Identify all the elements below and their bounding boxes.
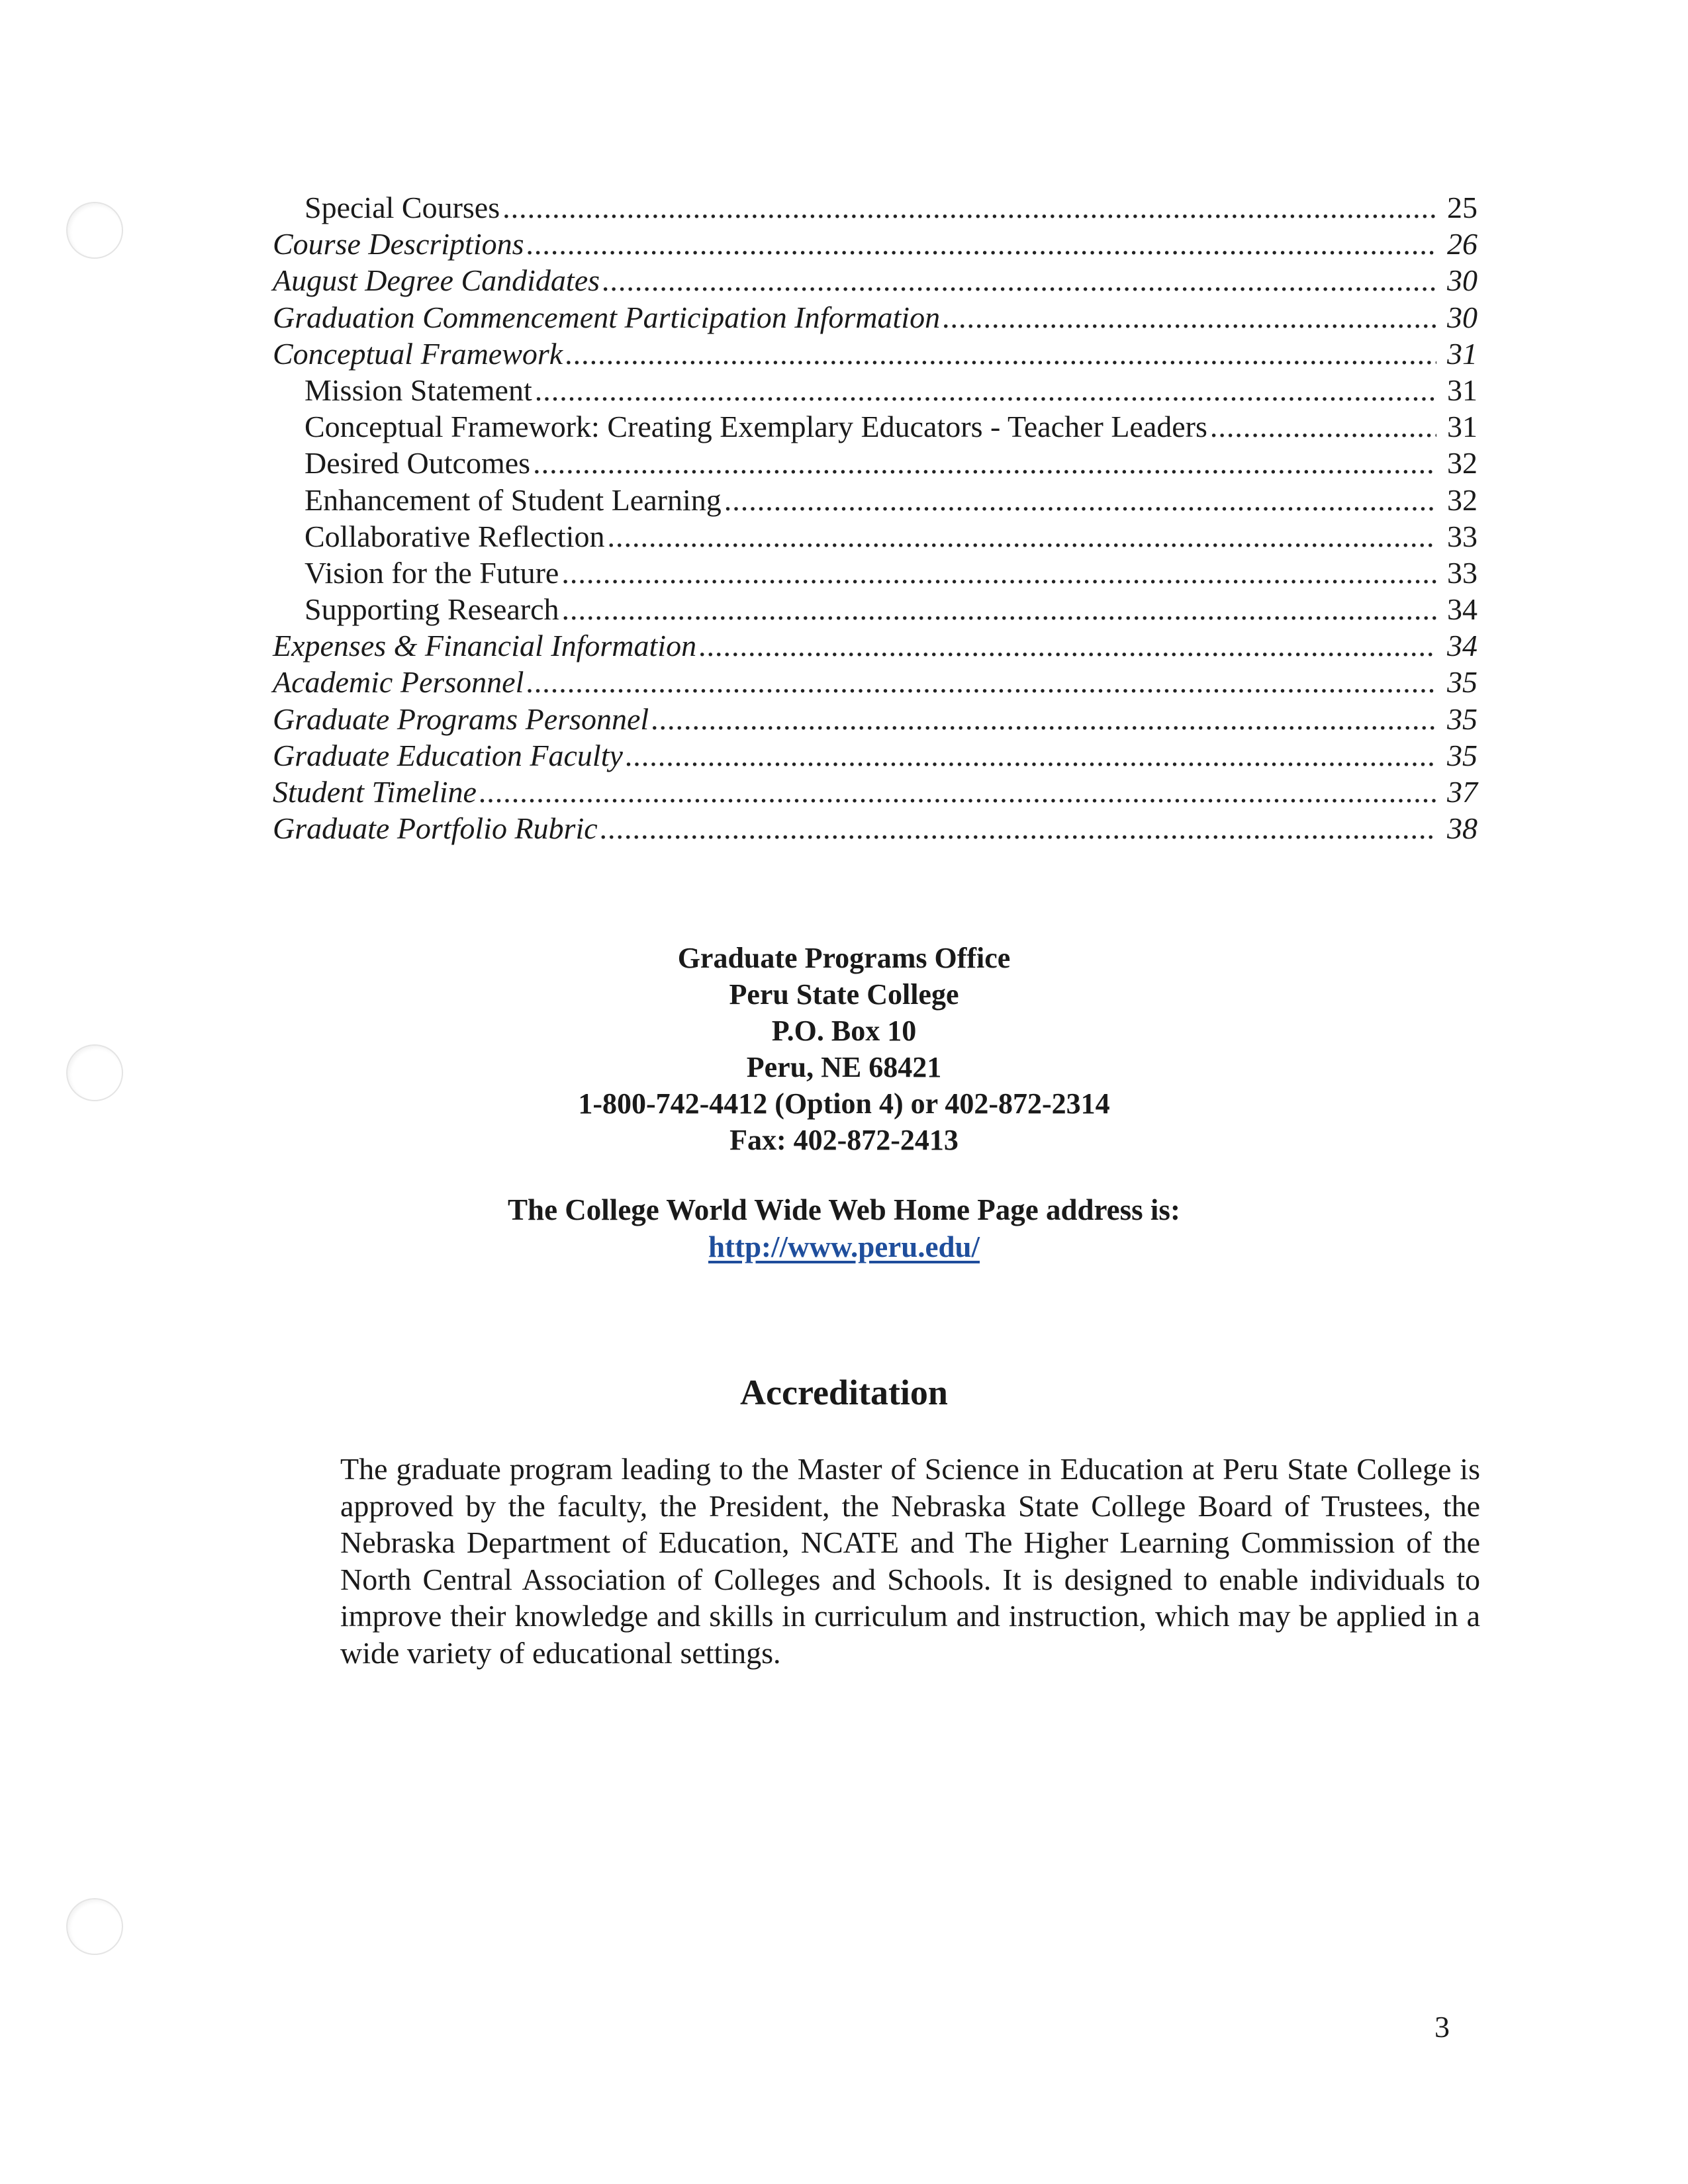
toc-leader xyxy=(600,810,1436,846)
toc-entry[interactable] xyxy=(273,518,1477,555)
toc-entry[interactable] xyxy=(273,408,1477,445)
toc-entry[interactable] xyxy=(273,591,1477,627)
toc-leader xyxy=(651,701,1436,737)
toc-entry-title: Student Timeline xyxy=(273,775,477,809)
web-address-label: The College World Wide Web Home Page address is: xyxy=(508,1193,1180,1226)
college-name: Peru State College xyxy=(729,978,959,1011)
toc-entry-title: August Degree Candidates xyxy=(273,263,600,298)
toc-leader xyxy=(533,445,1436,481)
toc-entry[interactable] xyxy=(273,336,1477,372)
fax-number: Fax: 402-872-2413 xyxy=(729,1124,959,1156)
toc-entry-page: 32 xyxy=(1447,482,1477,517)
toc-entry[interactable] xyxy=(273,299,1477,336)
toc-entry-title: Mission Statement xyxy=(305,373,532,407)
toc-leader xyxy=(943,299,1436,336)
toc-leader xyxy=(502,189,1436,226)
toc-entry-title: Graduate Education Faculty xyxy=(273,738,623,772)
page-number: 3 xyxy=(1434,2010,1450,2044)
toc-entry-page: 35 xyxy=(1447,738,1477,772)
toc-entry-page: 32 xyxy=(1447,446,1477,480)
toc-entry-page: 26 xyxy=(1447,227,1477,261)
toc-entry[interactable] xyxy=(273,701,1477,737)
toc-entry-title: Vision for the Future xyxy=(305,555,559,590)
toc-leader xyxy=(607,518,1436,555)
toc-entry[interactable] xyxy=(273,810,1477,846)
toc-leader xyxy=(724,482,1436,518)
city-state-zip: Peru, NE 68421 xyxy=(746,1051,942,1083)
toc-entry[interactable] xyxy=(273,189,1477,226)
table-of-contents xyxy=(273,189,1477,846)
toc-entry[interactable] xyxy=(273,482,1477,518)
toc-leader xyxy=(565,336,1436,372)
toc-leader xyxy=(699,627,1436,664)
toc-entry[interactable] xyxy=(273,664,1477,700)
toc-entry-page: 38 xyxy=(1447,811,1477,846)
toc-entry-title: Graduate Portfolio Rubric xyxy=(273,811,598,846)
toc-leader xyxy=(562,591,1436,627)
toc-entry-page: 35 xyxy=(1447,702,1477,736)
toc-entry-page: 31 xyxy=(1447,373,1477,407)
toc-entry-title: Conceptual Framework: Creating Exemplary Educators - Teacher Leaders xyxy=(305,410,1207,444)
toc-entry-page: 35 xyxy=(1447,665,1477,700)
toc-entry-title: Graduate Programs Personnel xyxy=(273,702,649,736)
office-name: Graduate Programs Office xyxy=(677,942,1011,974)
toc-entry-page: 33 xyxy=(1447,555,1477,590)
toc-entry-page: 34 xyxy=(1447,592,1477,627)
contact-block xyxy=(0,940,1688,1158)
toc-entry-title: Course Descriptions xyxy=(273,227,524,261)
toc-entry[interactable] xyxy=(273,555,1477,591)
toc-entry-page: 37 xyxy=(1447,775,1477,809)
binder-hole xyxy=(66,202,123,259)
toc-leader xyxy=(626,737,1436,774)
toc-leader xyxy=(535,372,1436,408)
web-address-block xyxy=(0,1191,1688,1265)
college-website-link[interactable]: http://www.peru.edu/ xyxy=(708,1230,980,1263)
toc-entry-title: Conceptual Framework xyxy=(273,336,563,371)
toc-leader xyxy=(1210,408,1436,445)
toc-leader xyxy=(526,664,1436,700)
toc-entry-page: 34 xyxy=(1447,629,1477,663)
toc-entry-page: 30 xyxy=(1447,263,1477,298)
toc-entry-page: 25 xyxy=(1447,191,1477,224)
toc-entry-page: 33 xyxy=(1447,519,1477,553)
toc-entry-title: Special Courses xyxy=(305,191,500,224)
po-box: P.O. Box 10 xyxy=(771,1015,917,1047)
toc-leader xyxy=(561,555,1436,591)
toc-entry-title: Desired Outcomes xyxy=(305,446,531,480)
toc-entry-title: Graduation Commencement Participation Information xyxy=(273,300,941,334)
toc-entry-page: 31 xyxy=(1447,410,1477,444)
toc-leader xyxy=(479,774,1436,810)
toc-entry[interactable] xyxy=(273,445,1477,481)
toc-entry[interactable] xyxy=(273,737,1477,774)
phone-numbers: 1-800-742-4412 (Option 4) or 402-872-2314 xyxy=(578,1087,1110,1120)
toc-entry-title: Collaborative Reflection xyxy=(305,519,605,553)
toc-entry[interactable] xyxy=(273,627,1477,664)
toc-entry-title: Academic Personnel xyxy=(273,665,524,700)
accreditation-heading: Accreditation xyxy=(740,1373,948,1412)
toc-entry-page: 31 xyxy=(1447,336,1477,371)
toc-entry[interactable] xyxy=(273,372,1477,408)
toc-entry-title: Enhancement of Student Learning xyxy=(305,482,722,517)
toc-leader xyxy=(527,226,1437,262)
toc-entry-title: Expenses & Financial Information xyxy=(273,629,697,663)
toc-entry[interactable] xyxy=(273,262,1477,298)
accreditation-paragraph: The graduate program leading to the Master of Science in Education at Peru State College is approved by the faculty, the President, the Nebraska State College Board of Trustees, the Nebraska Department of Education, NCATE and The Higher Learning Commission of the North Central Association of Colleges and Schools. It is designed to enable individuals to improve their knowledge and skills in curriculum and instruction, which may be applied in a wide variety of educational settings. xyxy=(340,1452,1480,1670)
toc-leader xyxy=(602,262,1436,298)
toc-entry[interactable] xyxy=(273,226,1477,262)
toc-entry-page: 30 xyxy=(1447,300,1477,334)
binder-hole xyxy=(66,1898,123,1955)
toc-entry[interactable] xyxy=(273,774,1477,810)
toc-entry-title: Supporting Research xyxy=(305,592,559,627)
